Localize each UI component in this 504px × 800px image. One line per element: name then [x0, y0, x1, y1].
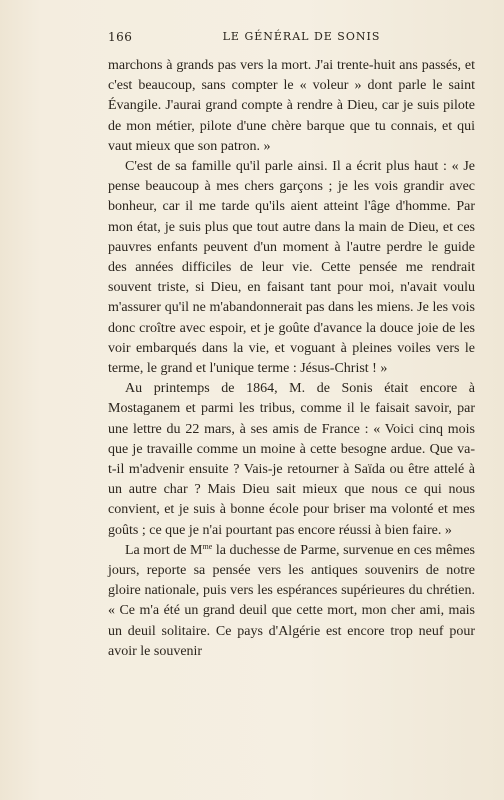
paragraph: Au printemps de 1864, M. de Sonis était encore à Mostaganem et parmi les tribus, comme il le faisait savoir, par une lettre du 22 mars, à ses amis de France : « Voici cinq mois que je travaille comme un moine à cette besogne ardue. Que va-t-il m'advenir ensuite ? Vais-je retourner à Saïda ou être attelé à un autre char ? Mais Dieu sait mieux que nous ce qui nous convient, et je suis à bonne école pour briser ma volonté et mes goûts ; ce que je n'ai pourtant pas encore réussi à bien faire. » — [108, 381, 475, 538]
body-text — [108, 56, 475, 662]
paragraph: C'est de sa famille qu'il parle ainsi. Il a écrit plus haut : « Je pense beaucoup à mes chers garçons ; je les vois grandir avec bonheur, car il me tarde qu'ils aient atteint l'âge d'homme. Par mon état, je suis plus que tout autre dans la main de Dieu, et ces pauvres enfants peuvent d'un moment à l'autre perdre le guide des années difficiles de leur vie. Cette pensée me rendrait souvent triste, si Dieu, en faisant tant pour moi, n'avait voulu m'assurer qu'il ne m'abandonnerait pas dans les miens. Je les vois donc croître avec espoir, et je goûte d'avance la douce joie de les voir embarqués dans la vie, et voguant à pleines voiles vers le terme, le grand et l'unique terme : Jésus-Christ ! » — [108, 159, 475, 377]
paragraph-text-start: La mort de M — [125, 542, 203, 558]
superscript-abbreviation: me — [202, 541, 213, 551]
page-header — [108, 30, 475, 48]
paragraph-continuation: marchons à grands pas vers la mort. J'ai trente-huit ans passés, et c'est beaucoup, sans compter le « voleur » dont parle le saint Évangile. J'aurai grand compte à rendre à Dieu, car je suis pilote de mon métier, pilote d'une chère barque que tu connais, et qui vaut mieux que son patron. » — [108, 58, 475, 154]
running-title: LE GÉNÉRAL DE SONIS — [222, 30, 381, 43]
paragraph-text-end: la duchesse de Parme, survenue en ces mêmes jours, reporte sa pensée vers les antiques souvenirs de notre gloire nationale, puis vers les espérances supérieures du chrétien. « Ce m'a été un grand deuil que cette mort, mon cher ami, mais un deuil solitaire. Ce pays d'Algérie est encore trop neuf pour avoir le souvenir — [108, 542, 476, 659]
paragraph — [108, 541, 475, 662]
page-number: 166 — [108, 30, 133, 44]
